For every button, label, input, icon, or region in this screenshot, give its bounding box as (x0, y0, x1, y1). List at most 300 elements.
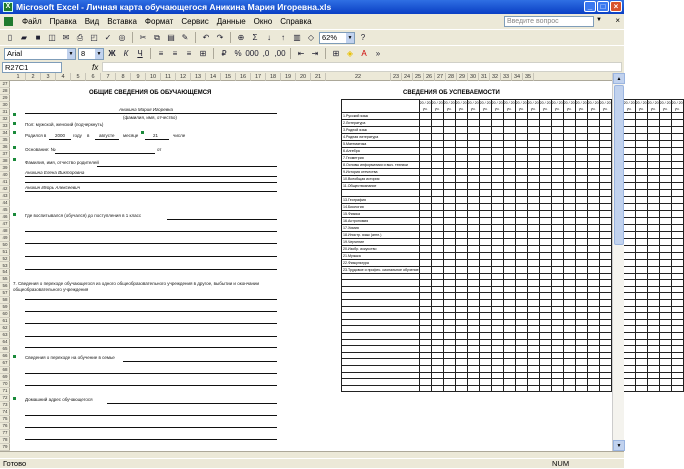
grade-cell[interactable] (671, 162, 683, 169)
grade-cell[interactable] (419, 379, 431, 386)
grade-cell[interactable] (419, 113, 431, 120)
grade-cell[interactable] (563, 183, 575, 190)
grade-cell[interactable] (563, 120, 575, 127)
grade-cell[interactable] (635, 379, 647, 386)
grade-cell[interactable] (623, 148, 635, 155)
grade-cell[interactable] (431, 224, 443, 231)
thousands-icon[interactable]: 000 (245, 49, 259, 58)
grade-cell[interactable] (431, 148, 443, 155)
grade-cell[interactable] (467, 127, 479, 134)
grade-cell[interactable] (527, 266, 539, 273)
grade-cell[interactable] (455, 224, 467, 231)
grade-cell[interactable] (575, 148, 587, 155)
subject-cell[interactable]: 17.Химия (342, 224, 420, 231)
grade-cell[interactable] (455, 313, 467, 320)
column-header[interactable]: 20 (296, 73, 311, 81)
grade-cell[interactable] (479, 299, 491, 306)
grade-cell[interactable] (671, 365, 683, 372)
help-dropdown-icon[interactable]: ▼ (596, 17, 602, 23)
subject-cell[interactable] (342, 385, 420, 392)
subject-cell[interactable] (342, 273, 420, 280)
grade-cell[interactable] (503, 306, 515, 313)
row-header[interactable]: 75 (0, 416, 10, 423)
grade-cell[interactable] (551, 259, 563, 266)
grade-cell[interactable] (587, 359, 599, 366)
grade-cell[interactable] (551, 385, 563, 392)
grade-cell[interactable] (467, 379, 479, 386)
column-header[interactable]: 13 (191, 73, 206, 81)
grade-cell[interactable] (503, 252, 515, 259)
grade-cell[interactable] (431, 273, 443, 280)
grade-cell[interactable] (623, 134, 635, 141)
grade-cell[interactable] (527, 127, 539, 134)
grade-cell[interactable] (491, 155, 503, 162)
grade-cell[interactable] (575, 299, 587, 306)
grade-cell[interactable] (455, 127, 467, 134)
grade-cell[interactable] (623, 379, 635, 386)
row-header[interactable]: 54 (0, 269, 10, 276)
subject-cell[interactable]: 21.Музыка (342, 252, 420, 259)
grade-cell[interactable] (563, 231, 575, 238)
grade-cell[interactable] (515, 238, 527, 245)
grade-cell[interactable] (419, 332, 431, 339)
grade-cell[interactable] (503, 245, 515, 252)
grade-cell[interactable] (515, 196, 527, 203)
grade-cell[interactable] (455, 231, 467, 238)
row-header[interactable]: 41 (0, 179, 10, 186)
grade-cell[interactable] (563, 148, 575, 155)
grade-cell[interactable] (647, 190, 659, 197)
grade-cell[interactable] (575, 120, 587, 127)
grade-cell[interactable] (539, 162, 551, 169)
grade-cell[interactable] (539, 231, 551, 238)
row-header[interactable]: 27 (0, 81, 10, 88)
grade-cell[interactable] (443, 162, 455, 169)
menu-window[interactable]: Окно (253, 17, 273, 26)
grade-cell[interactable] (527, 162, 539, 169)
grade-cell[interactable] (431, 365, 443, 372)
row-header[interactable]: 71 (0, 388, 10, 395)
grade-cell[interactable] (419, 273, 431, 280)
grade-cell[interactable] (599, 224, 611, 231)
grade-cell[interactable] (527, 306, 539, 313)
subject-cell[interactable]: 8.Основы информатики и выч. техники (342, 162, 420, 169)
grade-cell[interactable] (575, 326, 587, 333)
grade-cell[interactable] (671, 379, 683, 386)
subject-cell[interactable] (342, 359, 420, 366)
grade-cell[interactable] (599, 141, 611, 148)
grade-cell[interactable] (443, 352, 455, 359)
permission-icon[interactable]: ◫ (48, 33, 56, 42)
grade-cell[interactable] (419, 365, 431, 372)
grade-cell[interactable] (575, 339, 587, 346)
grade-cell[interactable] (491, 169, 503, 176)
grade-cell[interactable] (527, 385, 539, 392)
grade-cell[interactable] (623, 346, 635, 353)
grade-cell[interactable] (647, 266, 659, 273)
grade-cell[interactable] (563, 196, 575, 203)
grade-cell[interactable] (563, 299, 575, 306)
subject-cell[interactable]: 11.Обществознание (342, 183, 420, 190)
grade-cell[interactable] (599, 266, 611, 273)
grade-cell[interactable] (527, 259, 539, 266)
grade-cell[interactable] (491, 299, 503, 306)
year-header-cell[interactable] (467, 100, 479, 113)
grade-cell[interactable] (419, 306, 431, 313)
grade-cell[interactable] (455, 183, 467, 190)
grade-cell[interactable] (623, 299, 635, 306)
grade-cell[interactable] (587, 346, 599, 353)
row-header[interactable]: 34 (0, 130, 10, 137)
grade-cell[interactable] (587, 162, 599, 169)
grade-cell[interactable] (659, 238, 671, 245)
grade-cell[interactable] (551, 359, 563, 366)
grade-cell[interactable] (479, 293, 491, 300)
grade-cell[interactable] (491, 134, 503, 141)
grade-cell[interactable] (491, 141, 503, 148)
row-header[interactable]: 68 (0, 367, 10, 374)
grade-cell[interactable] (563, 286, 575, 293)
grade-cell[interactable] (635, 127, 647, 134)
grade-cell[interactable] (479, 224, 491, 231)
grade-cell[interactable] (587, 176, 599, 183)
grade-cell[interactable] (467, 148, 479, 155)
grade-cell[interactable] (659, 266, 671, 273)
grade-cell[interactable] (671, 359, 683, 366)
grade-cell[interactable] (503, 365, 515, 372)
grade-cell[interactable] (455, 266, 467, 273)
grade-cell[interactable] (431, 155, 443, 162)
grade-cell[interactable] (539, 346, 551, 353)
grade-cell[interactable] (635, 280, 647, 287)
year-header-cell[interactable] (599, 100, 611, 113)
italic-icon[interactable]: К (123, 49, 129, 58)
row-header[interactable]: 78 (0, 437, 10, 444)
grade-cell[interactable] (563, 210, 575, 217)
grade-cell[interactable] (623, 273, 635, 280)
grade-cell[interactable] (515, 155, 527, 162)
row-header[interactable]: 62 (0, 325, 10, 332)
grade-cell[interactable] (635, 155, 647, 162)
row-header[interactable]: 36 (0, 144, 10, 151)
grade-cell[interactable] (515, 313, 527, 320)
grade-cell[interactable] (539, 183, 551, 190)
grade-cell[interactable] (563, 203, 575, 210)
grade-cell[interactable] (467, 162, 479, 169)
grade-cell[interactable] (431, 169, 443, 176)
grade-cell[interactable] (515, 169, 527, 176)
grade-cell[interactable] (503, 379, 515, 386)
grade-cell[interactable] (671, 273, 683, 280)
grade-cell[interactable] (527, 332, 539, 339)
grade-cell[interactable] (671, 231, 683, 238)
column-header[interactable]: 16 (236, 73, 251, 81)
grade-cell[interactable] (491, 319, 503, 326)
grade-cell[interactable] (659, 339, 671, 346)
grade-cell[interactable] (431, 196, 443, 203)
subject-cell[interactable] (342, 313, 420, 320)
grade-cell[interactable] (623, 231, 635, 238)
grade-cell[interactable] (587, 238, 599, 245)
grade-cell[interactable] (563, 372, 575, 379)
row-header[interactable]: 31 (0, 109, 10, 116)
grade-cell[interactable] (623, 127, 635, 134)
grade-cell[interactable] (431, 266, 443, 273)
grade-cell[interactable] (551, 169, 563, 176)
grade-cell[interactable] (515, 127, 527, 134)
grade-cell[interactable] (623, 196, 635, 203)
grade-cell[interactable] (503, 372, 515, 379)
grade-cell[interactable] (491, 352, 503, 359)
grade-cell[interactable] (635, 183, 647, 190)
grade-cell[interactable] (599, 339, 611, 346)
grade-cell[interactable] (659, 155, 671, 162)
research-icon[interactable]: ◎ (118, 33, 126, 42)
grade-cell[interactable] (479, 306, 491, 313)
grade-cell[interactable] (503, 224, 515, 231)
grade-cell[interactable] (647, 293, 659, 300)
scroll-up-icon[interactable]: ▲ (613, 73, 625, 84)
grade-cell[interactable] (551, 217, 563, 224)
grade-cell[interactable] (503, 332, 515, 339)
grade-cell[interactable] (455, 245, 467, 252)
grade-cell[interactable] (659, 299, 671, 306)
subject-cell[interactable]: 18.Иностр. язык (англ.) (342, 231, 420, 238)
grade-cell[interactable] (491, 245, 503, 252)
grade-cell[interactable] (503, 299, 515, 306)
grade-cell[interactable] (659, 183, 671, 190)
grade-cell[interactable] (587, 299, 599, 306)
grade-cell[interactable] (563, 365, 575, 372)
year-header-cell[interactable] (455, 100, 467, 113)
grade-cell[interactable] (419, 224, 431, 231)
grade-cell[interactable] (431, 162, 443, 169)
grade-cell[interactable] (647, 332, 659, 339)
subject-cell[interactable] (342, 346, 420, 353)
grade-cell[interactable] (587, 319, 599, 326)
grade-cell[interactable] (491, 359, 503, 366)
grade-cell[interactable] (503, 266, 515, 273)
grade-cell[interactable] (551, 299, 563, 306)
grade-cell[interactable] (563, 339, 575, 346)
grade-cell[interactable] (455, 352, 467, 359)
grade-cell[interactable] (515, 319, 527, 326)
grade-cell[interactable] (515, 113, 527, 120)
year-header-cell[interactable] (635, 100, 647, 113)
align-center-icon[interactable]: ≡ (172, 49, 178, 58)
grade-cell[interactable] (539, 134, 551, 141)
column-header[interactable]: 29 (457, 73, 468, 81)
grade-cell[interactable] (539, 155, 551, 162)
grade-cell[interactable] (599, 346, 611, 353)
grade-cell[interactable] (491, 224, 503, 231)
year-header-cell[interactable] (503, 100, 515, 113)
grade-cell[interactable] (575, 141, 587, 148)
grade-cell[interactable] (671, 280, 683, 287)
grade-cell[interactable] (539, 299, 551, 306)
grade-cell[interactable] (431, 385, 443, 392)
grade-cell[interactable] (527, 238, 539, 245)
grade-cell[interactable] (515, 385, 527, 392)
grade-cell[interactable] (467, 155, 479, 162)
grade-cell[interactable] (491, 148, 503, 155)
grade-cell[interactable] (563, 238, 575, 245)
grade-cell[interactable] (443, 379, 455, 386)
grade-cell[interactable] (539, 210, 551, 217)
grade-cell[interactable] (587, 183, 599, 190)
grade-cell[interactable] (467, 134, 479, 141)
grade-cell[interactable] (479, 231, 491, 238)
grade-cell[interactable] (551, 293, 563, 300)
grade-cell[interactable] (551, 183, 563, 190)
grade-cell[interactable] (671, 155, 683, 162)
grade-cell[interactable] (443, 252, 455, 259)
grade-cell[interactable] (455, 359, 467, 366)
drawing-icon[interactable]: ◇ (307, 33, 315, 42)
column-header[interactable]: 8 (116, 73, 131, 81)
grade-cell[interactable] (599, 127, 611, 134)
row-header[interactable]: 79 (0, 444, 10, 451)
grade-cell[interactable] (551, 313, 563, 320)
grade-cell[interactable] (587, 203, 599, 210)
grade-cell[interactable] (527, 319, 539, 326)
grade-cell[interactable] (551, 196, 563, 203)
grade-cell[interactable] (419, 293, 431, 300)
grade-cell[interactable] (479, 238, 491, 245)
grade-cell[interactable] (539, 365, 551, 372)
grade-cell[interactable] (563, 162, 575, 169)
grade-cell[interactable] (671, 210, 683, 217)
grade-cell[interactable] (527, 148, 539, 155)
grade-cell[interactable] (599, 319, 611, 326)
grade-cell[interactable] (659, 326, 671, 333)
grade-cell[interactable] (551, 120, 563, 127)
grade-cell[interactable] (455, 339, 467, 346)
year-header-cell[interactable] (575, 100, 587, 113)
grade-cell[interactable] (455, 252, 467, 259)
grade-cell[interactable] (563, 280, 575, 287)
subject-cell[interactable]: 9.История отечества (342, 169, 420, 176)
grade-cell[interactable] (647, 346, 659, 353)
year-header-cell[interactable] (659, 100, 671, 113)
grade-cell[interactable] (527, 176, 539, 183)
grade-cell[interactable] (539, 266, 551, 273)
year-header-cell[interactable] (647, 100, 659, 113)
grade-cell[interactable] (671, 306, 683, 313)
grade-cell[interactable] (599, 280, 611, 287)
grade-cell[interactable] (467, 224, 479, 231)
grade-cell[interactable] (551, 339, 563, 346)
grade-cell[interactable] (599, 352, 611, 359)
column-header[interactable]: 2 (26, 73, 41, 81)
grade-cell[interactable] (659, 210, 671, 217)
grade-cell[interactable] (467, 306, 479, 313)
grade-cell[interactable] (467, 352, 479, 359)
grade-cell[interactable] (671, 113, 683, 120)
grade-cell[interactable] (467, 313, 479, 320)
grade-cell[interactable] (491, 385, 503, 392)
grade-cell[interactable] (491, 231, 503, 238)
grade-cell[interactable] (455, 176, 467, 183)
grade-cell[interactable] (419, 352, 431, 359)
grade-cell[interactable] (467, 231, 479, 238)
grade-cell[interactable] (599, 162, 611, 169)
grade-cell[interactable] (671, 326, 683, 333)
grade-cell[interactable] (503, 169, 515, 176)
grade-cell[interactable] (467, 332, 479, 339)
grade-cell[interactable] (635, 196, 647, 203)
grade-cell[interactable] (659, 280, 671, 287)
grade-cell[interactable] (551, 273, 563, 280)
grade-cell[interactable] (623, 372, 635, 379)
grade-cell[interactable] (539, 217, 551, 224)
grade-cell[interactable] (503, 148, 515, 155)
print-preview-icon[interactable]: ◰ (90, 33, 98, 42)
grade-cell[interactable] (455, 162, 467, 169)
grade-cell[interactable] (443, 293, 455, 300)
grade-cell[interactable] (479, 245, 491, 252)
menu-insert[interactable]: Вставка (107, 17, 137, 26)
grade-cell[interactable] (551, 162, 563, 169)
grade-cell[interactable] (503, 286, 515, 293)
grade-cell[interactable] (515, 299, 527, 306)
percent-icon[interactable]: % (234, 49, 242, 58)
grade-cell[interactable] (575, 245, 587, 252)
grade-cell[interactable] (635, 319, 647, 326)
grade-cell[interactable] (575, 379, 587, 386)
grade-cell[interactable] (467, 141, 479, 148)
grade-cell[interactable] (659, 224, 671, 231)
grade-cell[interactable] (503, 293, 515, 300)
grade-cell[interactable] (431, 210, 443, 217)
grade-cell[interactable] (539, 293, 551, 300)
grade-cell[interactable] (491, 346, 503, 353)
grade-cell[interactable] (635, 259, 647, 266)
grade-cell[interactable] (443, 203, 455, 210)
grade-cell[interactable] (443, 120, 455, 127)
grade-cell[interactable] (491, 127, 503, 134)
row-header[interactable]: 65 (0, 346, 10, 353)
grade-cell[interactable] (551, 190, 563, 197)
grade-cell[interactable] (623, 245, 635, 252)
row-header[interactable]: 33 (0, 123, 10, 130)
grade-cell[interactable] (575, 203, 587, 210)
grade-cell[interactable] (635, 352, 647, 359)
year-header-cell[interactable] (587, 100, 599, 113)
subject-cell[interactable]: 1.Русский язык (342, 113, 420, 120)
grade-cell[interactable] (455, 299, 467, 306)
row-header[interactable]: 60 (0, 311, 10, 318)
row-header[interactable]: 56 (0, 283, 10, 290)
grade-cell[interactable] (491, 326, 503, 333)
grade-cell[interactable] (659, 176, 671, 183)
grade-cell[interactable] (623, 224, 635, 231)
grade-cell[interactable] (479, 113, 491, 120)
grade-cell[interactable] (551, 372, 563, 379)
grade-cell[interactable] (443, 346, 455, 353)
grade-cell[interactable] (467, 385, 479, 392)
column-header[interactable]: 19 (281, 73, 296, 81)
grade-cell[interactable] (575, 134, 587, 141)
grade-cell[interactable] (599, 299, 611, 306)
grade-cell[interactable] (443, 286, 455, 293)
grade-cell[interactable] (431, 183, 443, 190)
grade-cell[interactable] (647, 385, 659, 392)
grade-cell[interactable] (455, 120, 467, 127)
grade-cell[interactable] (491, 313, 503, 320)
grade-cell[interactable] (575, 210, 587, 217)
grade-cell[interactable] (491, 280, 503, 287)
